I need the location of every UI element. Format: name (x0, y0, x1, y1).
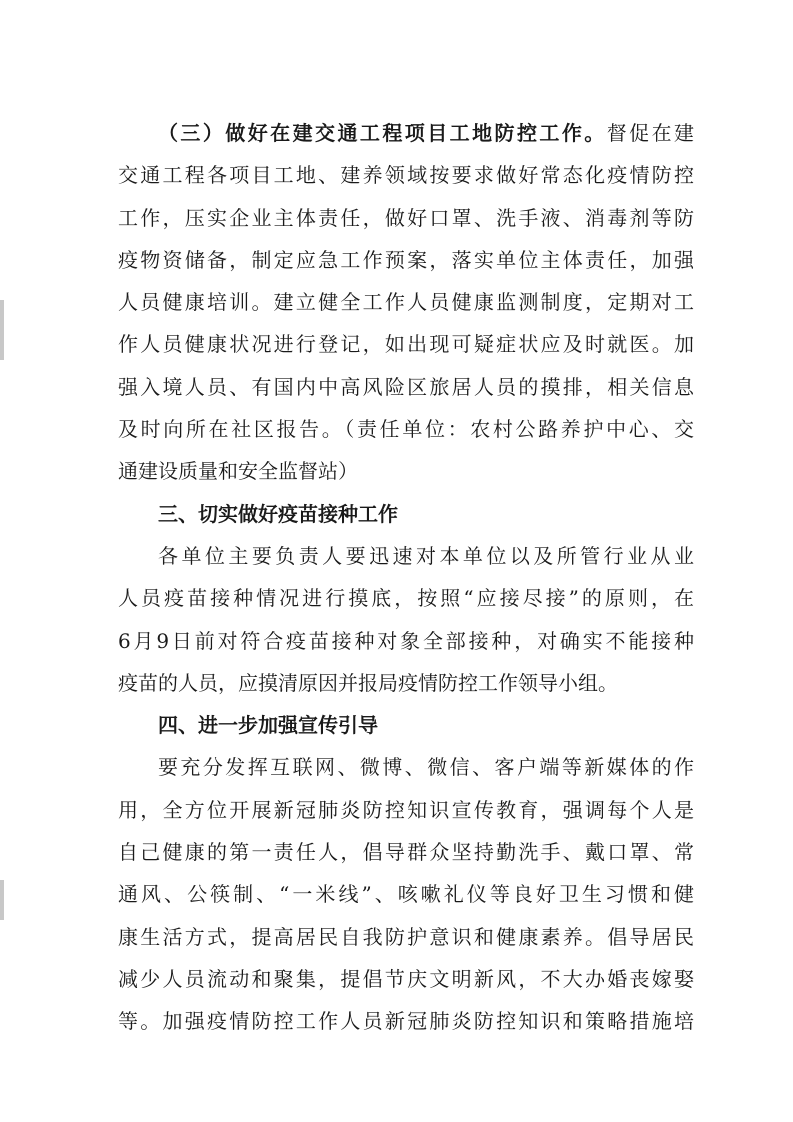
paragraph-line: 疫物资储备，制定应急工作预案，落实单位主体责任，加强 (118, 247, 694, 272)
section-heading-vaccination: 三、切实做好疫苗接种工作 (158, 501, 398, 526)
paragraph-line: 人员疫苗接种情况进行摸底，按照“应接尽接”的原则，在 (118, 586, 694, 611)
paragraph-line: 用，全方位开展新冠肺炎防控知识宣传教育，强调每个人是 (118, 797, 694, 822)
paragraph-line: 作人员健康状况进行登记，如出现可疑症状应及时就医。加 (118, 332, 694, 357)
section3-line1-rest: 督促在建 (606, 121, 695, 145)
paragraph-line: 康生活方式，提高居民自我防护意识和健康素养。倡导居民 (118, 924, 694, 949)
paragraph-line: 通建设质量和安全监督站） (118, 459, 358, 484)
paragraph-line: 工作，压实企业主体责任，做好口罩、洗手液、消毒剂等防 (118, 205, 694, 230)
paragraph-line: 强入境人员、有国内中高风险区旅居人员的摸排，相关信息 (118, 374, 694, 399)
paragraph-line: 要充分发挥互联网、微博、微信、客户端等新媒体的作 (158, 755, 694, 780)
scan-edge-mark (0, 300, 4, 360)
paragraph-line: 自己健康的第一责任人，倡导群众坚持勤洗手、戴口罩、常 (118, 840, 694, 865)
paragraph-line: 减少人员流动和聚集，提倡节庆文明新风，不大办婚丧嫁娶 (118, 966, 694, 991)
paragraph-line: 等。加强疫情防控工作人员新冠肺炎防控知识和策略措施培 (118, 1009, 694, 1034)
paragraph-line: 各单位主要负责人要迅速对本单位以及所管行业从业 (158, 543, 694, 568)
paragraph-line: 疫苗的人员，应摸清原因并报局疫情防控工作领导小组。 (118, 670, 618, 695)
section3-first-line (118, 112, 694, 154)
paragraph-line: 6月9日前对符合疫苗接种对象全部接种，对确实不能接种 (118, 628, 694, 653)
section-heading-publicity: 四、进一步加强宣传引导 (158, 713, 378, 738)
paragraph-line: 通风、公筷制、“一米线”、咳嗽礼仪等良好卫生习惯和健 (118, 882, 694, 907)
document-body (118, 112, 694, 1043)
paragraph-line: 交通工程各项目工地、建养领域按要求做好常态化疫情防控 (118, 163, 694, 188)
section3-lead: （三）做好在建交通工程项目工地防控工作。 (158, 121, 607, 145)
scan-edge-mark (0, 880, 4, 920)
paragraph-line: 人员健康培训。建立健全工作人员健康监测制度，定期对工 (118, 290, 694, 315)
paragraph-line: 及时向所在社区报告。（责任单位：农村公路养护中心、交 (118, 417, 694, 442)
